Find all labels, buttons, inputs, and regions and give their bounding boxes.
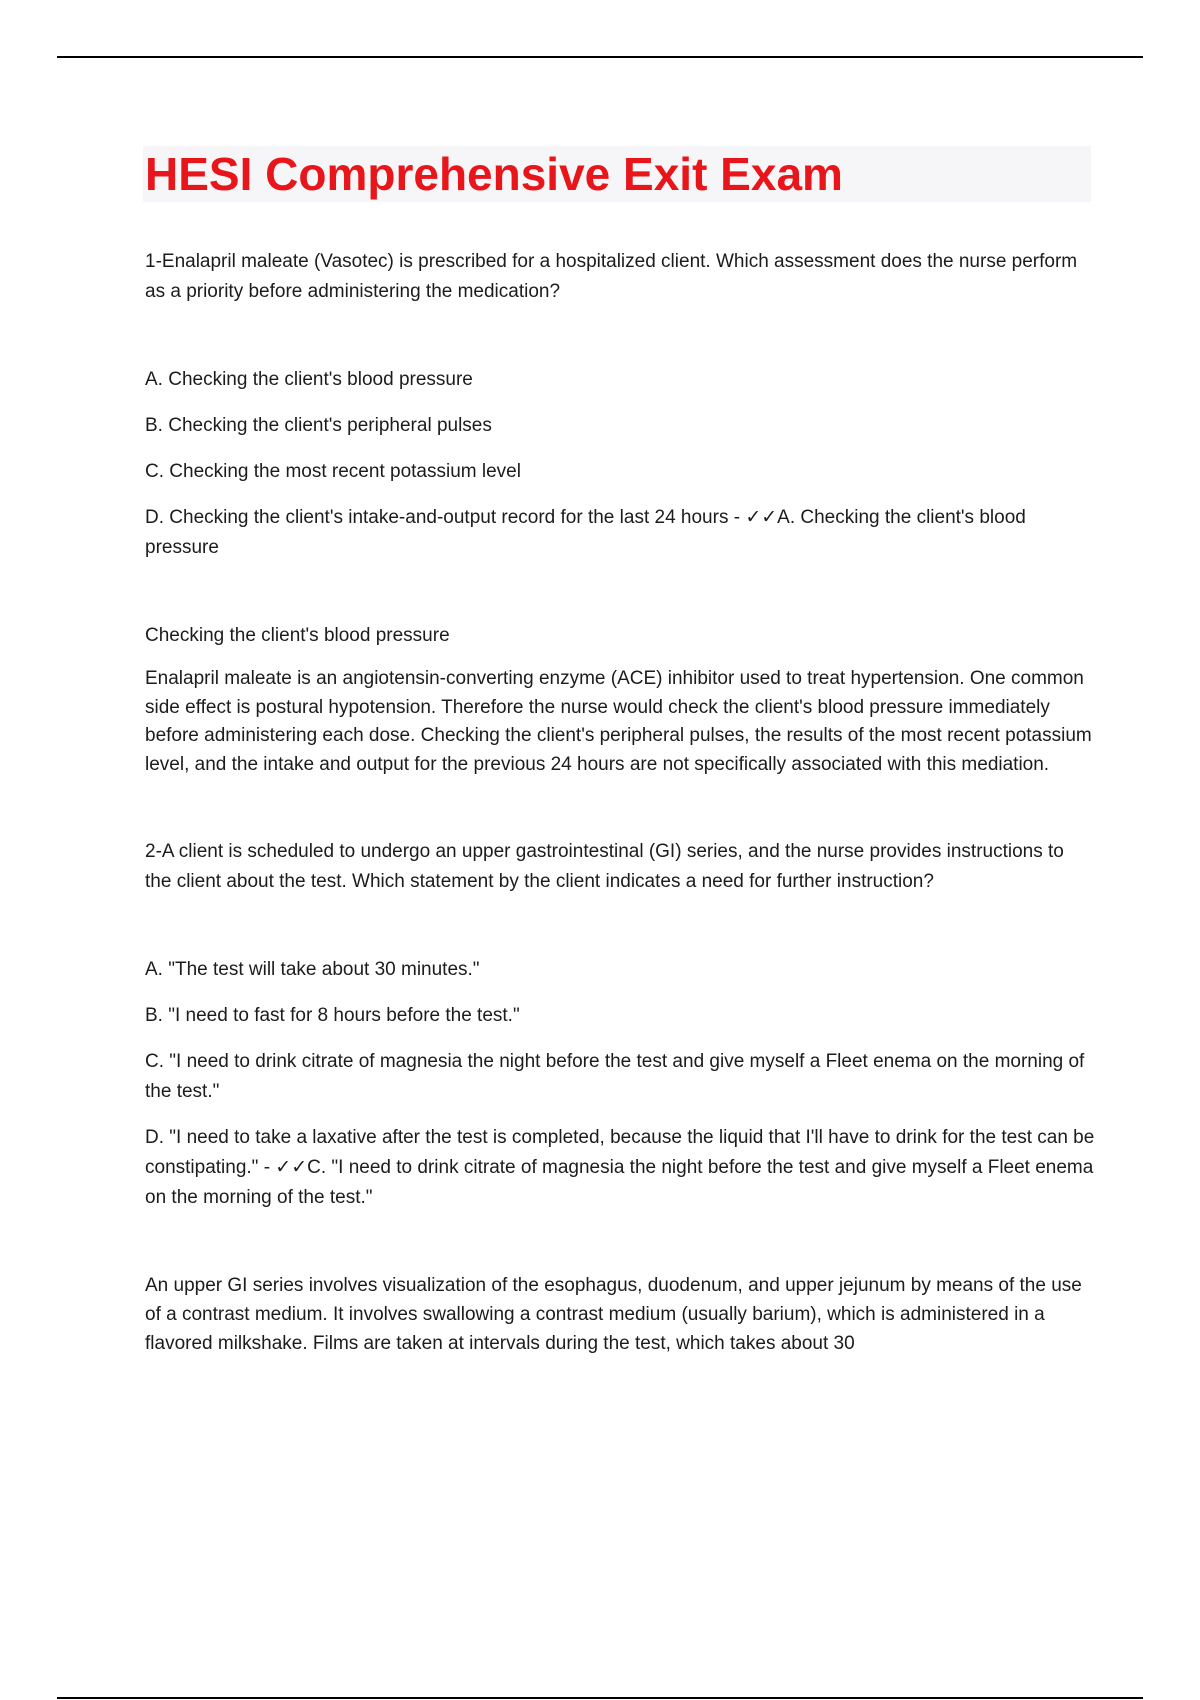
question-2-option-d: D. "I need to take a laxative after the test is completed, because the liquid that I'll have to drink for the test can be constipating." - ✓✓C. "I need to drink citrate of magnesia the night before the test and give myself a Fleet enema on the morning of the test." [145,1127,1095,1208]
question-1-option-c: C. Checking the most recent potassium level [145,461,521,482]
question-1-option-a: A. Checking the client's blood pressure [145,369,473,390]
question-2-option-a: A. "The test will take about 30 minutes." [145,959,480,980]
question-2-explanation: An upper GI series involves visualization of the esophagus, duodenum, and upper jejunum by means of the use of a contrast medium. It involves swallowing a contrast medium (usually barium), which is administered in a flavored milkshake. Films are taken at intervals during the test, which takes about 30 [145,1275,1082,1354]
question-1-option-b: B. Checking the client's peripheral pulses [145,415,492,436]
question-1-explanation: Enalapril maleate is an angiotensin-converting enzyme (ACE) inhibitor used to treat hypertension. One common side effect is postural hypotension. Therefore the nurse would check the client's blood pressure immediately before administering each dose. Checking the client's peripheral pulses, the results of the most recent potassium level, and the intake and output for the previous 24 hours are not specifically associated with this mediation. [145,668,1092,775]
question-2-option-c: C. "I need to drink citrate of magnesia the night before the test and give myself a Fleet enema on the morning of the test." [145,1051,1085,1102]
question-1: 1-Enalapril maleate (Vasotec) is prescribed for a hospitalized client. Which assessment does the nurse perform as a priority before administering the medication? [145,251,1078,302]
page-content [145,146,1095,1358]
title-band [143,146,1091,202]
bottom-rule [57,1697,1143,1699]
question-2-option-b: B. "I need to fast for 8 hours before the test." [145,1005,520,1026]
question-2: 2-A client is scheduled to undergo an upper gastrointestinal (GI) series, and the nurse provides instructions to the client about the test. Which statement by the client indicates a need for further instruction? [145,841,1064,892]
page-title: HESI Comprehensive Exit Exam [145,148,843,200]
top-rule [57,56,1143,58]
question-1-option-d: D. Checking the client's intake-and-output record for the last 24 hours - ✓✓A. Checking the client's blood pressure [145,507,1026,558]
question-1-answer: Checking the client's blood pressure [145,625,450,646]
